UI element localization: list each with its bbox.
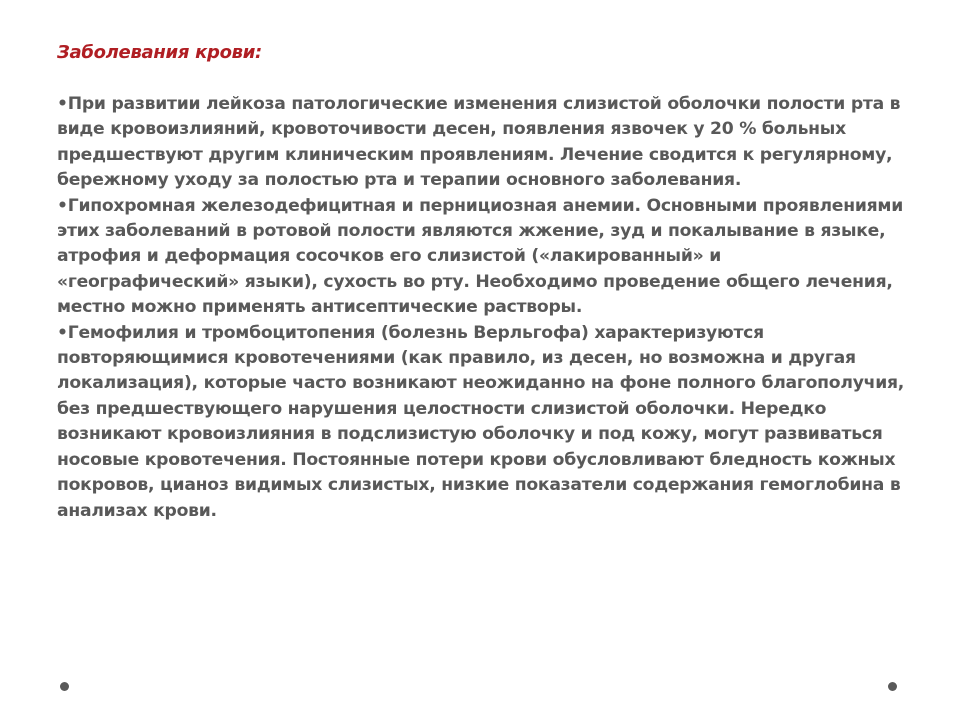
- slide-title: Заболевания крови:: [57, 42, 262, 63]
- right-dot-icon: [888, 682, 897, 691]
- slide-body-text: •При развитии лейкоза патологические изменения слизистой оболочки полости рта в виде кровоизлияний, кровоточивости десен, появления язвочек у 20 % больных предшествуют другим клиническим проявлениям. Лечение сводится к регулярному, бережному уходу за полостью рта и терапии основного заболевания. •Гипохромная железодефицитная и пернициозная анемии. Основными проявлениями этих заболеваний в ротовой полости являются жжение, зуд и покалывание в языке, атрофия и деформация сосочков его слизистой («лакированный» и «географический» языки), сухость во рту. Необходимо проведение общего лечения, местно можно применять антисептические растворы. •Гемофилия и тромбоцитопения (болезнь Верльгофа) характеризуются повторяющимися кровотечениями (как правило, из десен, но возможна и другая локализация), которые часто возникают неожиданно на фоне полного благополучия, без предшествующего нарушения целостности слизистой оболочки. Нередко возникают кровоизлияния в подслизистую оболочку и под кожу, могут развиваться носовые кровотечения. Постоянные потери крови обусловливают бледность кожных покровов, цианоз видимых слизистых, низкие показатели содержания гемоглобина в анализах крови.: [57, 94, 905, 521]
- left-dot-icon: [60, 682, 69, 691]
